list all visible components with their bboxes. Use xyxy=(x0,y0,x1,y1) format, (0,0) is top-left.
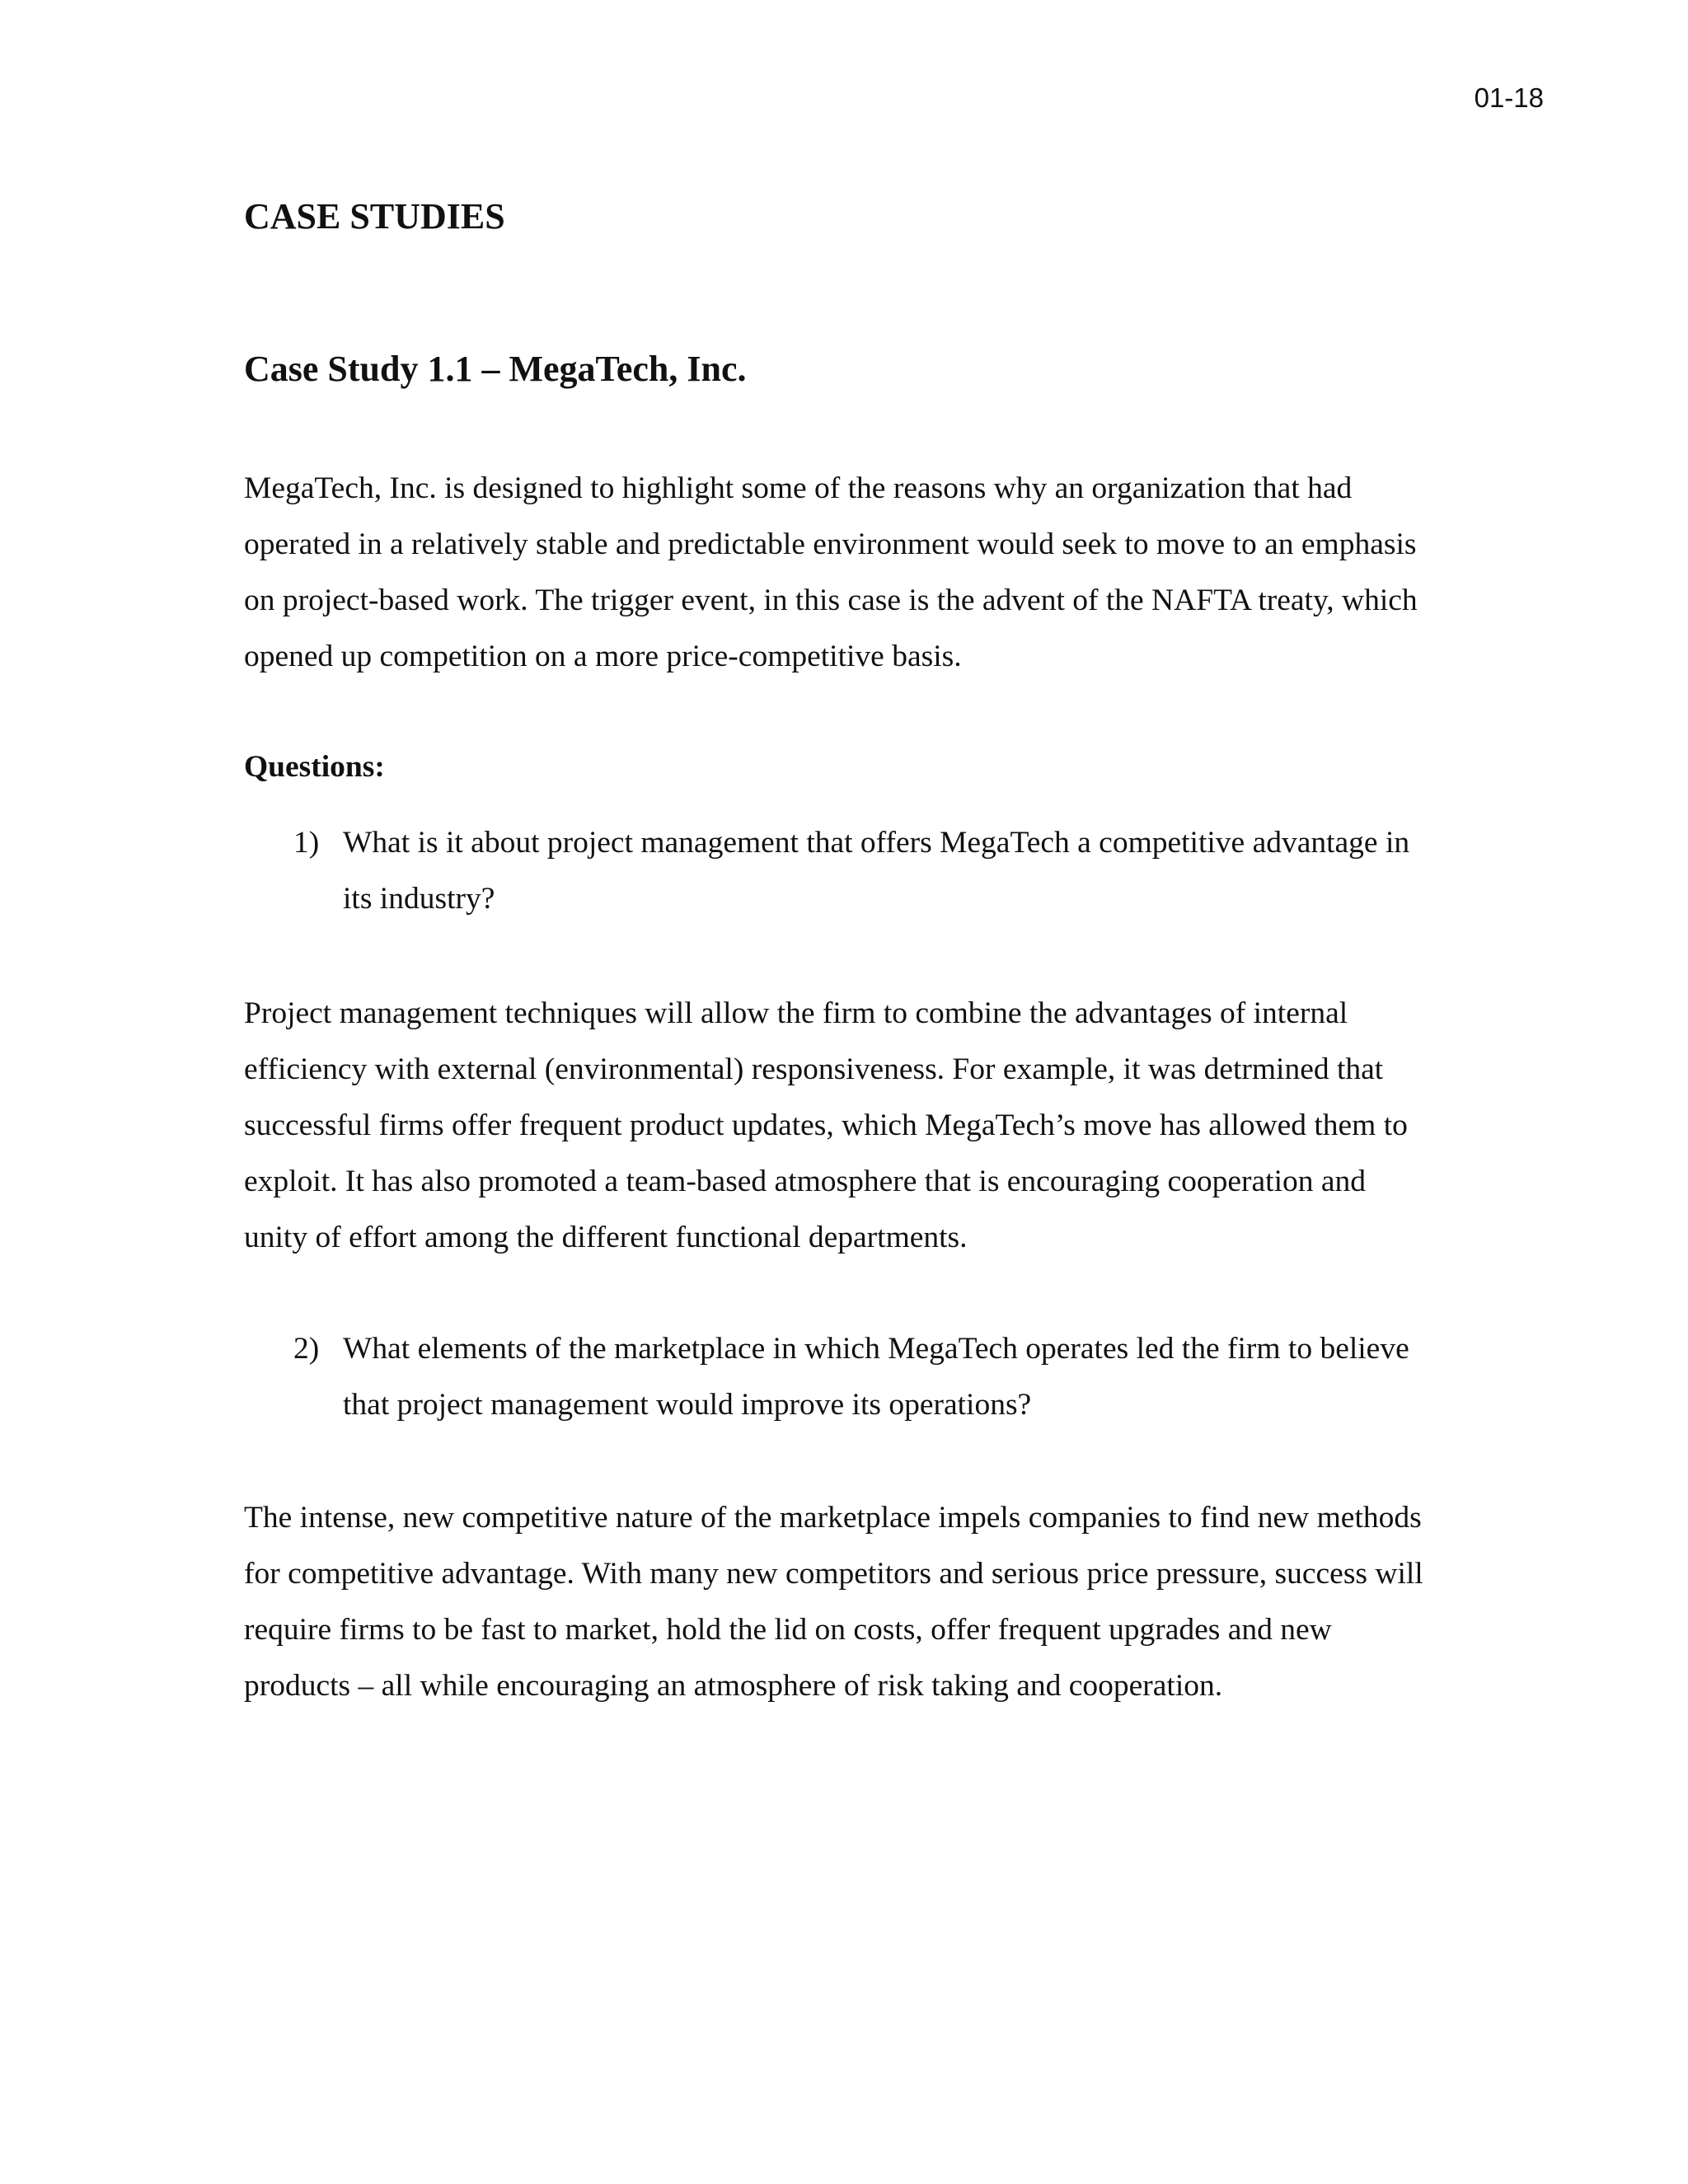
question-item xyxy=(293,815,1414,927)
answer-paragraph: Project management techniques will allow the firm to combine the advantages of internal efficiency with external (environmental) responsiveness. For example, it was detrmined that successful firms offer frequent product updates, which MegaTech’s move has allowed them to exploit. It has also promoted a team-based atmosphere that is encouraging cooperation and unity of effort among the different functional departments. xyxy=(244,996,1408,1254)
intro-paragraph: MegaTech, Inc. is designed to highlight some of the reasons why an organization that had operated in a relatively stable and predictable environment would seek to move to an emphasis on project-based work. The trigger event, in this case is the advent of the NAFTA treaty, which opened up competition on a more price-competitive basis. xyxy=(244,471,1418,673)
section-title: CASE STUDIES xyxy=(244,196,505,237)
question-text: What elements of the marketplace in which MegaTech operates led the firm to believe that project management would improve its operations? xyxy=(343,1332,1409,1422)
answer-paragraph: The intense, new competitive nature of the marketplace impels companies to find new methods for competitive advantage. With many new competitors and serious price pressure, success will require firms to be fast to market, hold the lid on costs, offer frequent upgrades and new products – all while encouraging an atmosphere of risk taking and cooperation. xyxy=(244,1501,1423,1703)
case-study-title: Case Study 1.1 – MegaTech, Inc. xyxy=(244,349,747,389)
page-number: 01-18 xyxy=(1474,82,1544,113)
question-number: 2) xyxy=(293,1332,320,1366)
question-item xyxy=(293,1321,1414,1433)
question-text: What is it about project management that offers MegaTech a competitive advantage in its industry? xyxy=(343,826,1410,916)
questions-heading: Questions: xyxy=(244,750,385,784)
question-number: 1) xyxy=(293,826,320,860)
